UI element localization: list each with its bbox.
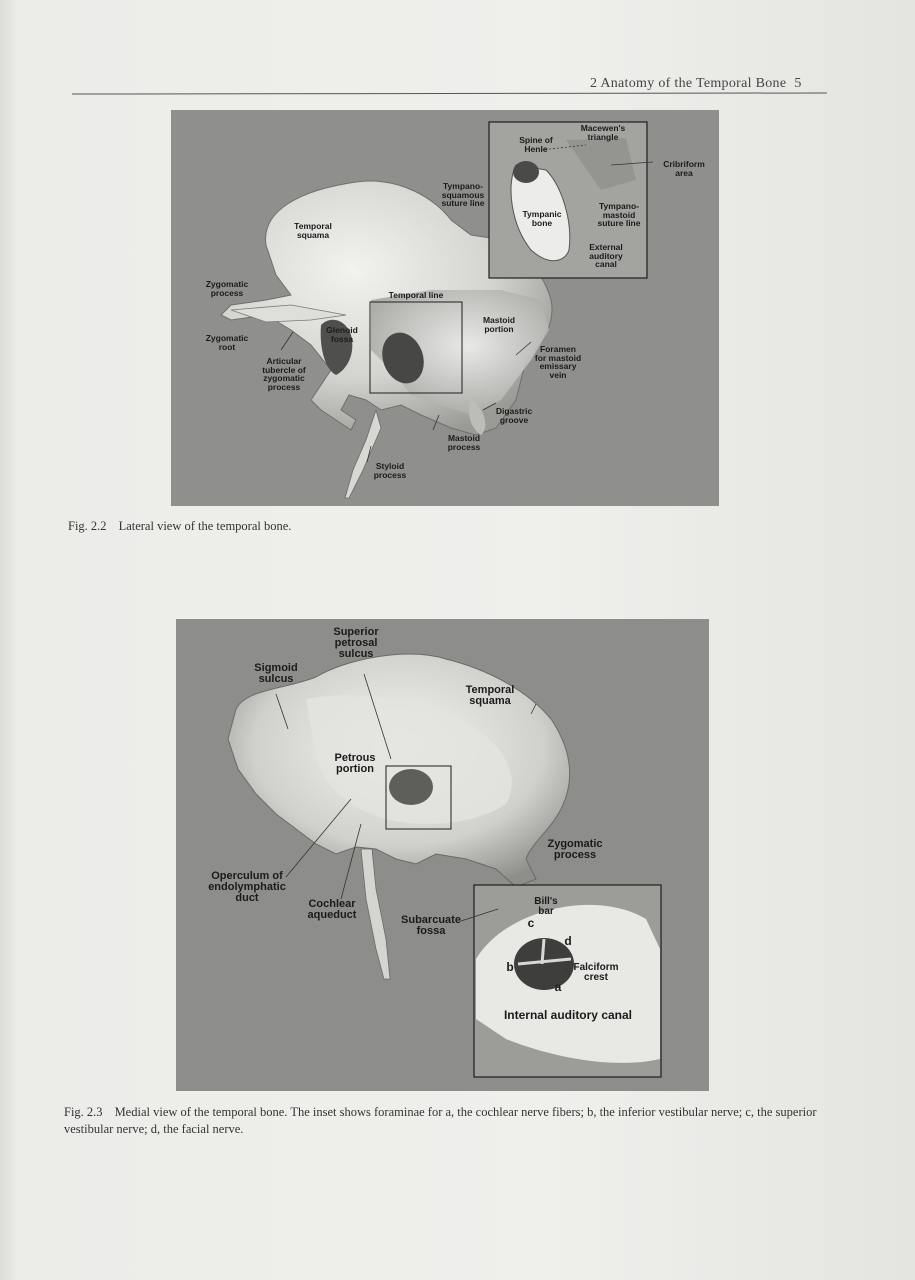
label-zygomatic-process: Zygomatic process	[205, 279, 249, 298]
label-bills-bar: Bill's bar	[534, 896, 558, 917]
label-macewens-triangle: Macewen's triangle	[580, 123, 626, 142]
label-digastric-groove: Digastric groove	[495, 406, 533, 425]
caption-text: Lateral view of the temporal bone.	[118, 519, 292, 533]
illustrator-signature: ~	[616, 1055, 620, 1061]
label-foramen-b: b	[506, 960, 514, 974]
label-tympanic-bone: Tympanic bone	[522, 209, 562, 228]
label-operculum-endolymphatic: Operculum of endolymphatic duct	[208, 870, 286, 904]
label-external-auditory-canal: External auditory canal	[589, 242, 623, 269]
label-temporal-squama: Temporal squama	[294, 221, 332, 240]
label-styloid-process: Styloid process	[373, 461, 407, 480]
label-spine-of-henle: Spine of Henle	[519, 135, 553, 154]
chapter-title: 2 Anatomy of the Temporal Bone	[590, 76, 787, 91]
caption-tag: Fig. 2.3	[64, 1105, 103, 1119]
label-glenoid-fossa: Glenoid fossa	[326, 325, 358, 344]
page-number: 5	[794, 76, 802, 91]
internal-canal-opening	[389, 769, 433, 805]
label-cochlear-aqueduct: Cochlear aqueduct	[307, 898, 357, 921]
label-superior-petrosal-sulcus: Superior petrosal sulcus	[333, 626, 379, 660]
articular-leader	[281, 332, 293, 350]
label-tympano-mastoid: Tympano- mastoid suture line	[597, 201, 641, 228]
label-petrous-portion: Petrous portion	[334, 752, 376, 775]
figure-2-2-caption	[68, 518, 291, 535]
inset-canal-shadow	[513, 161, 539, 183]
caption-tag: Fig. 2.2	[68, 519, 107, 533]
label-foramen-mastoid-emissary: Foramen for mastoid emissary vein	[534, 344, 582, 380]
label-foramen-c: c	[527, 916, 535, 930]
label-subarcuate-fossa: Subarcuate fossa	[401, 914, 461, 937]
label-foramen-d: d	[564, 934, 572, 948]
figure-2-3-caption	[64, 1104, 834, 1138]
figure-medial-temporal-bone	[176, 619, 709, 1091]
label-temporal-line: Temporal line	[388, 290, 444, 300]
label-tympano-squamous: Tympano- squamous suture line	[441, 181, 485, 208]
label-zygomatic-root: Zygomatic root	[205, 333, 249, 352]
label-falciform-crest: Falciform crest	[573, 962, 619, 983]
label-cribriform-area: Cribriform area	[663, 159, 705, 178]
styloid-medial-shape	[361, 849, 390, 979]
label-mastoid-portion: Mastoid portion	[482, 315, 516, 334]
label-articular-tubercle: Articular tubercle of zygomatic process	[262, 356, 306, 392]
bills-bar-ridge	[542, 939, 544, 964]
label-foramen-a: a	[554, 980, 562, 994]
header-rule	[72, 92, 827, 94]
running-head	[590, 76, 802, 92]
label-sigmoid-sulcus: Sigmoid sulcus	[254, 662, 298, 685]
label-zygomatic-process-medial: Zygomatic process	[547, 838, 603, 861]
label-internal-auditory-canal: Internal auditory canal	[503, 1008, 633, 1022]
caption-text: Medial view of the temporal bone. The inset shows foraminae for a, the cochlear nerve fibers; b, the inferior vestibular nerve; c, the superior vestibular nerve; d, the facial nerve.	[64, 1105, 817, 1136]
figure-lateral-temporal-bone	[171, 110, 719, 506]
label-temporal-squama-medial: Temporal squama	[465, 684, 515, 707]
label-mastoid-process: Mastoid process	[447, 433, 481, 452]
